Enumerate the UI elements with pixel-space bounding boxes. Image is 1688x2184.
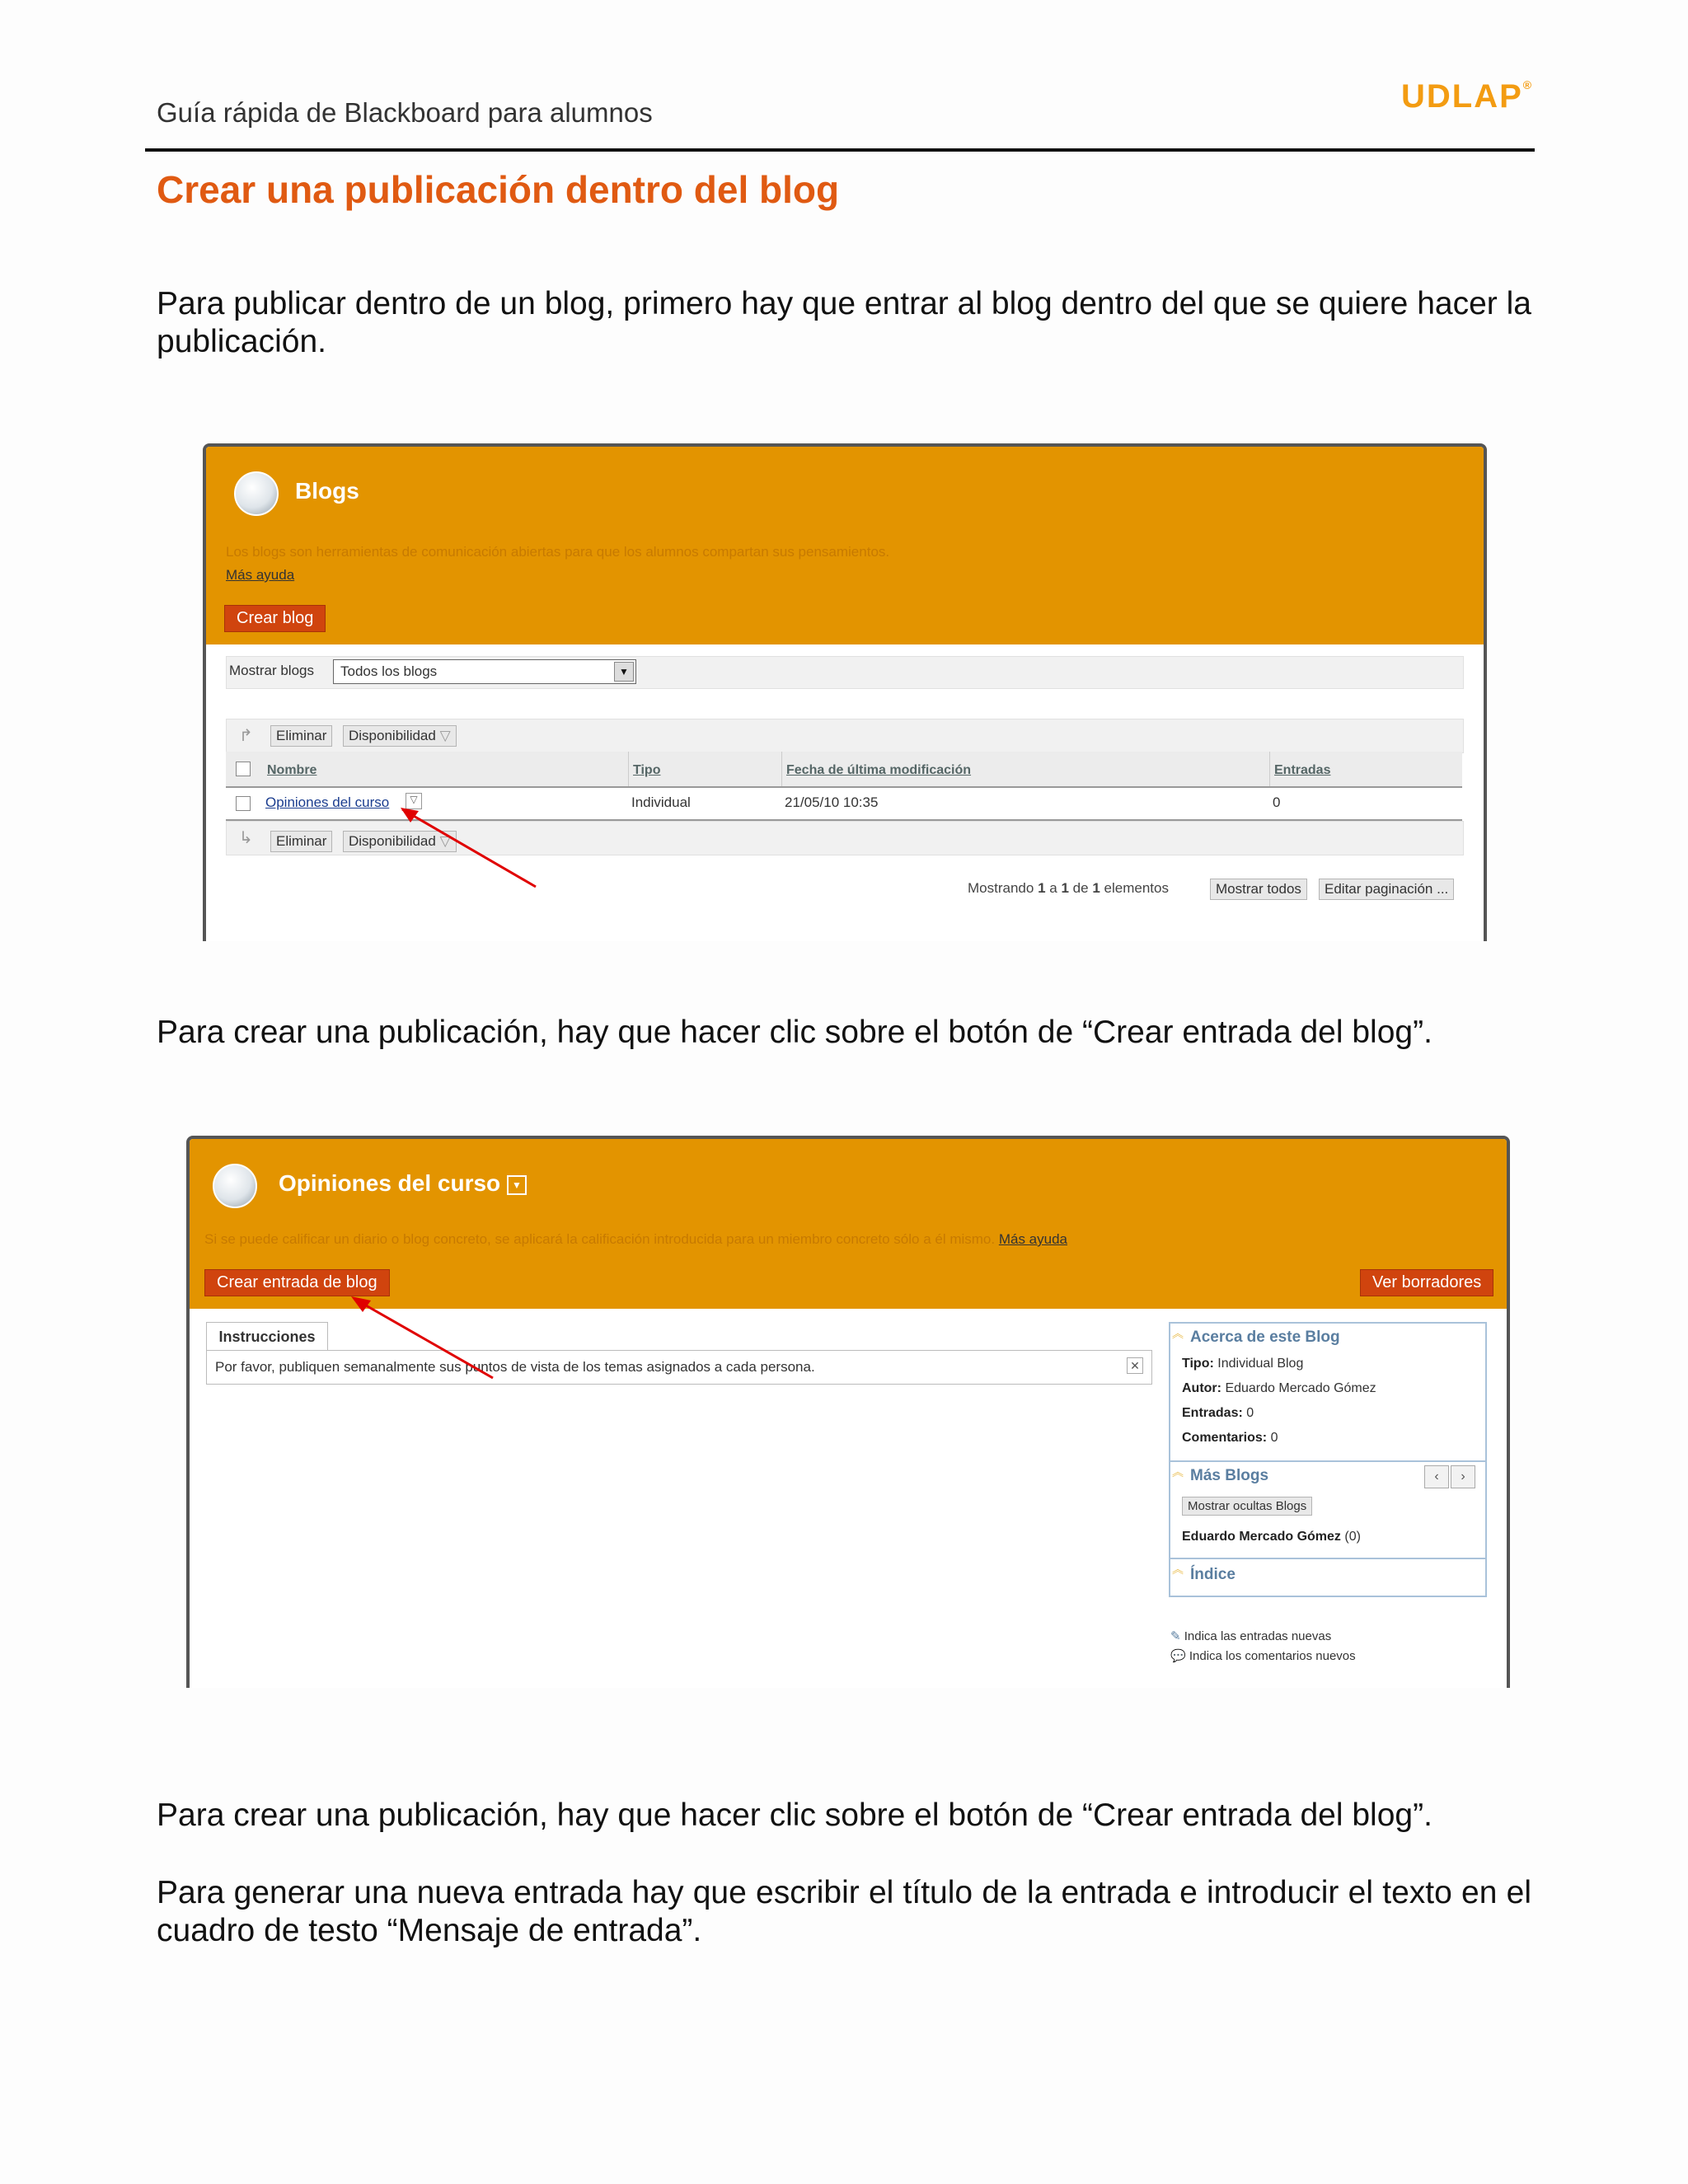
chevron-down-icon: ▽ xyxy=(439,833,451,849)
legend-new-entries: ✎ Indica las entradas nuevas xyxy=(1170,1629,1332,1643)
edit-pagination-button[interactable]: Editar paginación ... xyxy=(1319,879,1454,900)
chevron-down-icon: ▽ xyxy=(439,728,451,743)
page-title: Crear una publicación dentro del blog xyxy=(157,168,840,211)
intro-paragraph: Para publicar dentro de un blog, primero hay que entrar al blog dentro del que se quiere hacer la publicación. xyxy=(157,286,1531,359)
pagination-status: Mostrando 1 a 1 de 1 elementos xyxy=(968,880,1169,896)
blogs-title: Blogs xyxy=(295,478,359,504)
view-drafts-button[interactable]: Ver borradores xyxy=(1360,1269,1493,1296)
arrow-action-icon: ↱ xyxy=(239,727,253,745)
arrow-action-icon: ↳ xyxy=(239,829,253,847)
index-heading: Índice xyxy=(1190,1566,1236,1583)
new-entry-icon: ✎ xyxy=(1170,1629,1181,1643)
help-link[interactable]: Más ayuda xyxy=(998,1231,1068,1247)
delete-button[interactable]: Eliminar xyxy=(270,725,332,747)
next-icon[interactable]: › xyxy=(1451,1465,1475,1488)
instructions-text: Por favor, publiquen semanalmente sus puntos de vista de los temas asignados a cada persona. xyxy=(215,1359,815,1375)
collapse-icon[interactable]: ︽ xyxy=(1172,1465,1184,1479)
column-entradas[interactable]: Entradas xyxy=(1274,763,1331,777)
filter-value: Todos los blogs xyxy=(340,663,438,679)
column-tipo[interactable]: Tipo xyxy=(633,763,661,777)
pointer-arrow xyxy=(206,447,1484,941)
about-comments: Comentarios: 0 xyxy=(1182,1431,1278,1445)
blog-date: 21/05/10 10:35 xyxy=(785,794,879,810)
help-link[interactable]: Más ayuda xyxy=(226,567,295,583)
show-all-button[interactable]: Mostrar todos xyxy=(1210,879,1307,900)
about-entries: Entradas: 0 xyxy=(1182,1406,1254,1420)
about-author: Autor: Eduardo Mercado Gómez xyxy=(1182,1381,1376,1395)
blog-type: Individual xyxy=(631,794,691,810)
chevron-down-icon[interactable]: ▼ xyxy=(614,662,634,682)
instructions-tab[interactable]: Instrucciones xyxy=(206,1322,328,1351)
create-blog-button[interactable]: Crear blog xyxy=(224,605,326,632)
comment-icon: 💬 xyxy=(1170,1649,1186,1663)
chevron-down-icon[interactable]: ▼ xyxy=(507,1175,527,1195)
blog-entries: 0 xyxy=(1273,794,1281,810)
availability-button[interactable]: Disponibilidad ▽ xyxy=(343,831,457,852)
column-nombre[interactable]: Nombre xyxy=(267,763,317,777)
delete-button[interactable]: Eliminar xyxy=(270,831,332,852)
chevron-down-icon[interactable]: ▽ xyxy=(406,793,422,809)
legend-new-comments: 💬 Indica los comentarios nuevos xyxy=(1170,1649,1356,1663)
about-heading: Acerca de este Blog xyxy=(1190,1329,1340,1346)
instruction-paragraph-2: Para crear una publicación, hay que hacer clic sobre el botón de “Crear entrada del blog”. xyxy=(157,1797,1432,1833)
more-blogs-heading: Más Blogs xyxy=(1190,1467,1269,1484)
blog-name-link[interactable]: Opiniones del curso xyxy=(265,794,390,810)
pointer-arrow xyxy=(190,1139,1507,1688)
collapse-icon[interactable]: ︽ xyxy=(1172,1327,1184,1340)
instruction-paragraph-1: Para crear una publicación, hay que hacer clic sobre el botón de “Crear entrada del blog”. xyxy=(157,1015,1432,1050)
create-entry-button[interactable]: Crear entrada de blog xyxy=(204,1269,390,1296)
udlap-logo: UDLAP® xyxy=(1401,78,1534,115)
instruction-paragraph-3: Para generar una nueva entrada hay que escribir el título de la entrada e introducir el texto en el cuadro de testo “Mensaje de entrada”. xyxy=(157,1875,1531,1948)
blogs-screenshot xyxy=(203,443,1487,941)
show-hidden-blogs-button[interactable]: Mostrar ocultas Blogs xyxy=(1182,1497,1312,1516)
column-fecha[interactable]: Fecha de última modificación xyxy=(786,763,972,777)
about-type: Tipo: Individual Blog xyxy=(1182,1357,1304,1371)
header-divider xyxy=(145,148,1535,152)
blog-description: Si se puede calificar un diario o blog concreto, se aplicará la calificación introducida para un miembro concreto sólo a él mismo. Más ayuda xyxy=(204,1231,1068,1247)
availability-button[interactable]: Disponibilidad ▽ xyxy=(343,725,457,747)
blog-detail-screenshot xyxy=(186,1136,1510,1688)
close-icon[interactable]: ✕ xyxy=(1127,1357,1143,1374)
blog-owner-link[interactable]: Eduardo Mercado Gómez (0) xyxy=(1182,1530,1361,1544)
previous-icon[interactable]: ‹ xyxy=(1424,1465,1449,1488)
guide-title: Guía rápida de Blackboard para alumnos xyxy=(157,97,653,128)
collapse-icon[interactable]: ︽ xyxy=(1172,1563,1184,1576)
blog-title: Opiniones del curso ▼ xyxy=(279,1170,527,1197)
filter-label: Mostrar blogs xyxy=(229,663,314,678)
blogs-description: Los blogs son herramientas de comunicación abiertas para que los alumnos compartan sus pensamientos. xyxy=(226,544,890,560)
